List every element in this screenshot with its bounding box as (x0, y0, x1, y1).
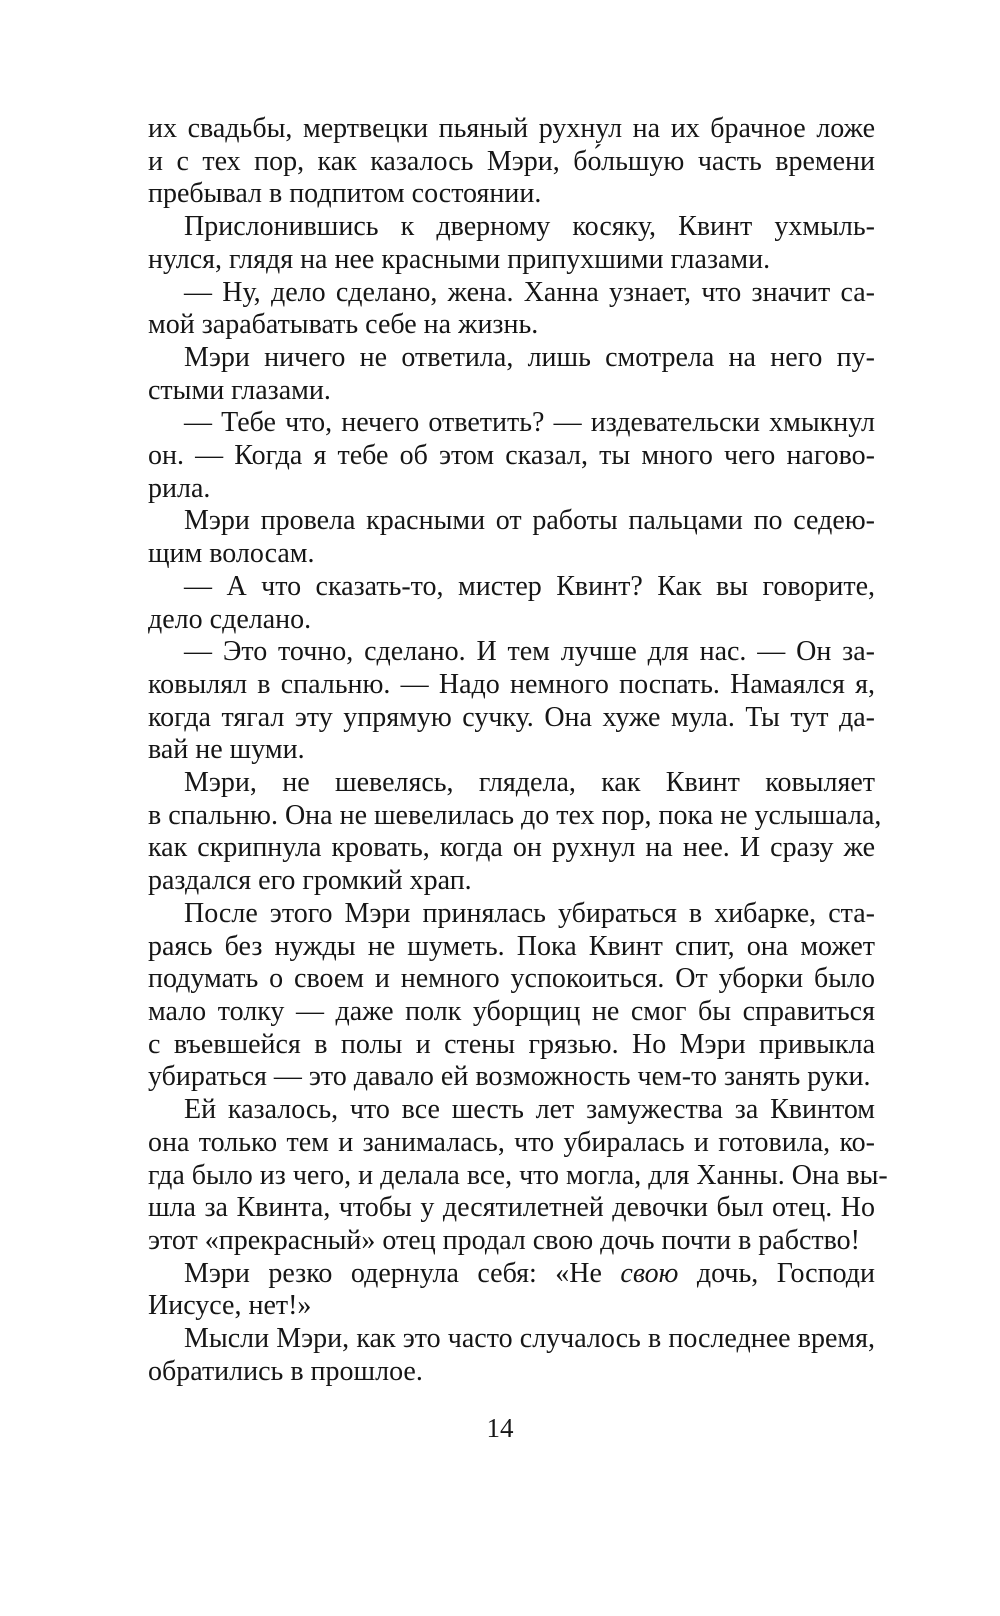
text-line: их свадьбы, мертвецки пьяный рухнул на их брачное ложе (148, 113, 875, 144)
paragraph (148, 211, 875, 276)
text-line: — Это точно, сделано. И тем лучше для нас. — Он за- (184, 636, 875, 668)
text-line: Мысли Мэри, как это часто случалось в последнее время, (184, 1323, 875, 1355)
text-line: дело сделано. (148, 603, 312, 635)
text-line: Иисусе, нет!» (148, 1290, 312, 1322)
text-line: шла за Квинта, чтобы у десятилетней девочки был отец. Но (148, 1192, 875, 1224)
text-line: — Ну, дело сделано, жена. Ханна узнает, что значит са- (184, 276, 875, 308)
text-line: раздался его громкий храп. (148, 865, 472, 897)
text-line: как скрипнула кровать, когда он рухнул на нее. И сразу же (148, 832, 875, 864)
text-line: Мэри, не шевелясь, глядела, как Квинт ковыляет (184, 767, 875, 799)
paragraph (148, 1323, 875, 1388)
paragraph (148, 898, 875, 1094)
paragraph (148, 277, 875, 342)
text-line: мой зарабатывать себе на жизнь. (148, 309, 539, 341)
paragraph (148, 407, 875, 505)
text-line: После этого Мэри принялась убираться в хибарке, ста- (184, 897, 875, 929)
paragraph (148, 571, 875, 636)
text-line: вай не шуми. (148, 734, 305, 766)
text-line: нулся, глядя на нее красными припухшими глазами. (148, 243, 771, 275)
paragraph (148, 113, 875, 211)
body-text (148, 113, 888, 1388)
text-line: Мэри провела красными от работы пальцами по седею- (184, 505, 875, 537)
page-number: 14 (486, 1413, 514, 1443)
text-line (148, 1258, 875, 1291)
text-line: стыми глазами. (148, 374, 331, 406)
text-line: пребывал в подпитом состоянии. (148, 178, 542, 210)
text-line: ковылял в спальню. — Надо немного поспать. Намаялся я, (148, 668, 875, 700)
paragraph (148, 1094, 888, 1258)
text-line: гда было из чего, и делала все, что могла, для Ханны. Она вы- (148, 1159, 888, 1191)
text-segment: Мэри резко одернула себя: «Не (184, 1257, 621, 1289)
text-line: убираться — это давало ей возможность чем-то занять руки. (148, 1061, 871, 1093)
text-line: рила. (148, 472, 211, 504)
text-line: Ей казалось, что все шесть лет замужества за Квинтом (184, 1094, 875, 1126)
text-line: щим волосам. (148, 538, 315, 570)
text-line: в спальню. Она не шевелилась до тех пор, пока не услышала, (148, 799, 882, 831)
paragraph (148, 505, 875, 570)
text-line: подумать о своем и немного успокоиться. От уборки было (148, 963, 875, 995)
text-line: Прислонившись к дверному косяку, Квинт ухмыль- (184, 211, 875, 243)
italic-word: свою (620, 1257, 679, 1289)
text-line: раясь без нужды не шуметь. Пока Квинт спит, она может (148, 930, 875, 962)
text-line: — А что сказать-то, мистер Квинт? Как вы говорите, (184, 570, 875, 602)
text-line: этот «прекрасный» отец продал свою дочь почти в рабство! (148, 1224, 860, 1256)
text-segment: дочь, Господи (678, 1257, 875, 1289)
text-line: она только тем и занималась, что убиралась и готовила, ко- (148, 1126, 875, 1158)
text-line: и с тех пор, как казалось Мэри, бо́льшую часть времени (148, 145, 875, 177)
paragraph (148, 767, 882, 898)
paragraph (148, 636, 875, 767)
text-line: Мэри ничего не ответила, лишь смотрела на него пу- (184, 341, 875, 373)
text-line: он. — Когда я тебе об этом сказал, ты много чего нагово- (148, 440, 875, 472)
text-line: с въевшейся в полы и стены грязью. Но Мэри привыкла (148, 1028, 875, 1060)
text-line: обратились в прошлое. (148, 1355, 423, 1387)
text-line: когда тягал эту упрямую сучку. Она хуже мула. Ты тут да- (148, 701, 875, 733)
text-line: — Тебе что, нечего ответить? — издевательски хмыкнул (184, 407, 875, 439)
text-line: мало толку — даже полк уборщиц не смог бы справиться (148, 995, 875, 1027)
paragraph (148, 1258, 875, 1323)
paragraph (148, 342, 875, 407)
